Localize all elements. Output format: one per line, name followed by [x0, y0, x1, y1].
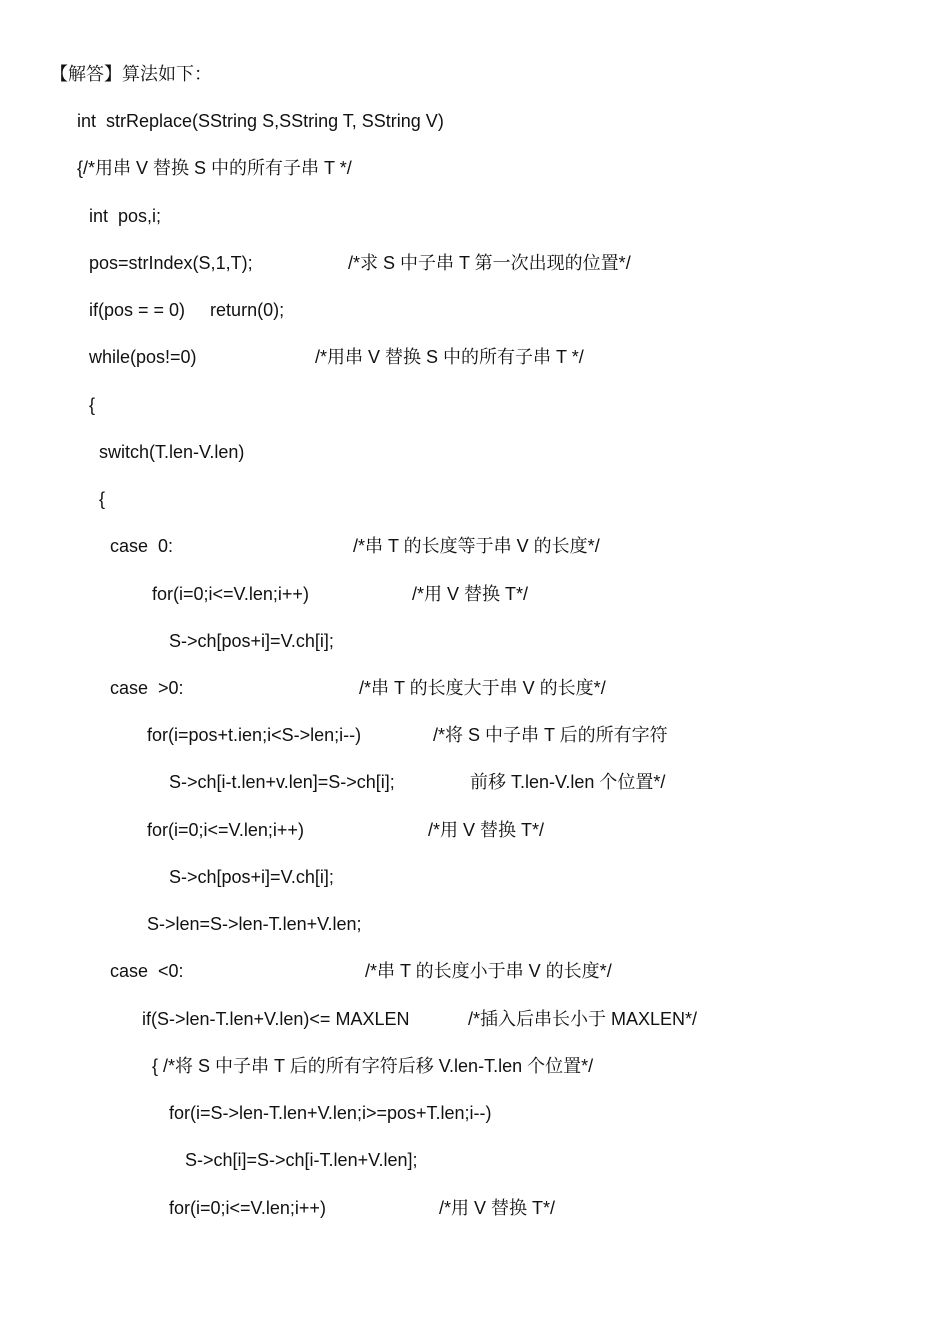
- code-line: S->len=S->len-T.len+V.len;: [147, 914, 362, 934]
- code-line: case 0:: [110, 536, 174, 556]
- code-line: int strReplace(SString S,SString T, SString V): [77, 111, 444, 131]
- code-comment: /*串 T 的长度等于串 V 的长度*/: [353, 536, 600, 556]
- code-line: { /*将 S 中子串 T 后的所有字符后移 V.len-T.len 个位置*/: [152, 1056, 594, 1076]
- code-line: for(i=0;i<=V.len;i++): [152, 584, 309, 604]
- code-comment: /*串 T 的长度小于串 V 的长度*/: [365, 961, 612, 981]
- code-comment: /*将 S 中子串 T 后的所有字符: [433, 725, 668, 745]
- code-line: for(i=pos+t.ien;i<S->len;i--): [147, 725, 362, 745]
- code-line: while(pos!=0): [89, 347, 197, 367]
- code-line: S->ch[pos+i]=V.ch[i];: [169, 867, 334, 887]
- code-line: pos=strIndex(S,1,T);: [89, 253, 253, 273]
- code-line: for(i=0;i<=V.len;i++): [147, 820, 304, 840]
- code-comment: /*用 V 替换 T*/: [412, 584, 529, 604]
- code-comment: /*串 T 的长度大于串 V 的长度*/: [359, 678, 606, 698]
- code-comment: 前移 T.len-V.len 个位置*/: [470, 772, 666, 792]
- section-heading: 【解答】算法如下：: [50, 64, 212, 84]
- code-comment: /*插入后串长小于 MAXLEN*/: [468, 1009, 698, 1029]
- code-comment: /*用 V 替换 T*/: [439, 1198, 556, 1218]
- code-line: int pos,i;: [89, 206, 162, 226]
- code-comment: /*求 S 中子串 T 第一次出现的位置*/: [348, 253, 631, 273]
- code-line: {/*用串 V 替换 S 中的所有子串 T */: [77, 158, 352, 178]
- code-comment: /*用 V 替换 T*/: [428, 820, 545, 840]
- code-line: {: [99, 489, 106, 509]
- code-line: case <0:: [110, 961, 184, 981]
- code-line: for(i=0;i<=V.len;i++): [169, 1198, 326, 1218]
- code-line: switch(T.len-V.len): [99, 442, 245, 462]
- code-line: S->ch[i]=S->ch[i-T.len+V.len];: [185, 1150, 418, 1170]
- code-line: for(i=S->len-T.len+V.len;i>=pos+T.len;i--): [169, 1103, 492, 1123]
- code-line: S->ch[i-t.len+v.len]=S->ch[i];: [169, 772, 395, 792]
- code-comment: /*用串 V 替换 S 中的所有子串 T */: [315, 347, 584, 367]
- code-line: if(S->len-T.len+V.len)<= MAXLEN: [142, 1009, 410, 1029]
- code-line: case >0:: [110, 678, 184, 698]
- code-line: if(pos = = 0) return(0);: [89, 300, 285, 320]
- code-line: S->ch[pos+i]=V.ch[i];: [169, 631, 334, 651]
- code-line: {: [89, 395, 96, 415]
